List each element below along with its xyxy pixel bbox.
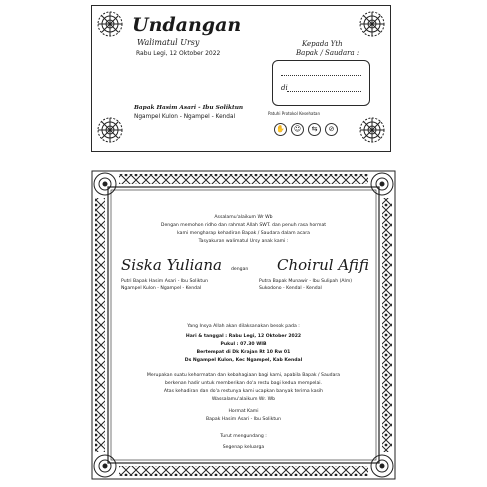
event-time: Pukul : 07.30 WIB <box>220 342 267 347</box>
groom-name: Choirul Afifi <box>277 256 369 274</box>
di-label: di <box>281 84 288 92</box>
signers: Bapak Hasim Asari - Ibu Soliktun <box>206 417 281 422</box>
turut-mengundang: Turut mengundang : <box>220 434 267 439</box>
intro-line-1: Dengan memohon ridho dan rahmat Allah SWT. dan penuh rasa hormat <box>160 223 327 228</box>
bride-name: Siska Yuliana <box>121 256 222 274</box>
protocol-label: Patuhi Protokol Kesehatan <box>268 111 321 116</box>
closing-line-1: Merupakan suatu kehormatan dan kebahagiaan bagi kami, apabila Bapak / Saudara <box>146 373 341 378</box>
bride-address: Ngampel Kulon - Ngampel - Kendal <box>121 286 202 291</box>
distance-icon: ⇆ <box>308 123 321 136</box>
corner-ornament-icon <box>96 10 124 38</box>
event-date: Hari & tanggal : Rabu Legi, 12 Oktober 2022 <box>185 334 302 339</box>
conjunction: dengan <box>231 267 249 272</box>
salam: Wassalamu'alaikum Wr. Wb <box>211 397 276 402</box>
envelope-subtitle: Walimatul Ursy <box>137 38 200 47</box>
hormat-kami: Hormat Kami <box>228 409 259 414</box>
envelope-title: Undangan <box>132 14 242 36</box>
bride-parents: Putri Bapak Hasim Asari - Ibu Soliktun <box>121 279 209 284</box>
to-label: Kepada Yth <box>302 40 343 48</box>
handwash-icon: ✋ <box>274 123 287 136</box>
event-place-2: Ds Ngampel Kulon, Kec Ngampel, Kab Kendal <box>184 358 303 363</box>
groom-parents: Putra Bapak Munawir - Ibu Sulipah (Alm) <box>259 279 353 284</box>
closing-line-2: berkenan hadir untuk memberikan do'a restu bagi kedua mempelai. <box>164 381 323 386</box>
invitation-card <box>91 170 396 480</box>
event-place-1: Bertempat di Dk Krajan Rt 10 Rw 01 <box>196 350 291 355</box>
intro-line-2: kami mengharap kehadiran Bapak / Saudara dalam acara <box>177 231 310 236</box>
address-line <box>287 91 361 92</box>
mask-icon: ☺ <box>291 123 304 136</box>
closing-line-3: Atas kehadiran dan do'a restunya kami ucapkan banyak terima kasih <box>163 389 324 394</box>
envelope-hosts: Bapak Hasim Asari - Ibu Soliktun <box>134 105 244 111</box>
no-crowd-icon: ⊘ <box>325 123 338 136</box>
address-line <box>281 75 361 76</box>
address-box[interactable] <box>272 60 370 106</box>
to-label-2: Bapak / Saudara : <box>296 49 360 57</box>
corner-ornament-icon <box>96 116 124 144</box>
segenap-keluarga: Segenap keluarga <box>222 445 265 450</box>
envelope-date: Rabu Legi, 12 Oktober 2022 <box>136 50 221 57</box>
event-intro: Yang Insya Allah akan dilaksanakan besok pada : <box>187 324 300 329</box>
intro-line-3: Tasyakuran walimatul Ursy anak kami : <box>198 239 289 244</box>
greeting: Assalamu'alaikum Wr Wb <box>214 215 273 220</box>
corner-ornament-icon <box>358 116 386 144</box>
groom-address: Sukodono - Kendal - Kendal <box>259 286 322 291</box>
envelope-host-address: Ngampel Kulon - Ngampel - Kendal <box>134 114 236 120</box>
corner-ornament-icon <box>358 10 386 38</box>
